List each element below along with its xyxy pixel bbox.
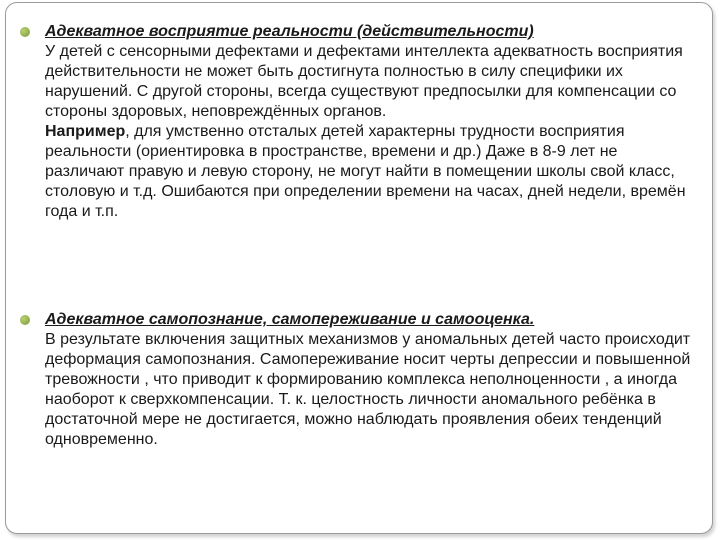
bullet-body: У детей с сенсорными дефектами и дефектами интеллекта адекватность восприятия действительности не может быть достигнута полностью в силу специфики их нарушений. С другой стороны, всегда существуют предпосылки для компенсации со стороны здоровых, неповреждённых органов.	[45, 43, 683, 120]
bullet-body: В результате включения защитных механизмов у аномальных детей часто происходит деформация самопознания. Самопереживание носит черты депрессии и повышенной тревожности , что приводит к формированию комплекса неполноценности , а иногда наоборот к сверхкомпенсации. Т. к. целостность личности аномального ребёнка в достаточной мере не достигается, можно наблюдать проявления обеих тенденций одновременно.	[45, 331, 691, 448]
bullet-dot-icon	[20, 315, 30, 325]
bullet-item-self-cognition	[20, 310, 700, 450]
bullet-text	[45, 22, 700, 222]
bullet-dot-icon	[20, 27, 30, 37]
example-label: Например	[45, 123, 126, 140]
bullet-item-perception	[20, 22, 700, 222]
bullet-heading: Адекватное восприятие реальности (действительности)	[45, 23, 534, 40]
bullet-heading: Адекватное самопознание, самопереживание и самооценка.	[45, 311, 535, 328]
example-text: , для умственно отсталых детей характерны трудности восприятия реальности (ориентировка в пространстве, времени и др.) Даже в 8-9 лет не различают правую и левую сторону, не могут найти в помещении школы свой класс, столовую и т.д. Ошибаются при определении времени на часах, дней недели, времён года и т.п.	[45, 123, 686, 220]
bullet-example	[45, 122, 700, 222]
bullet-text	[45, 310, 700, 450]
